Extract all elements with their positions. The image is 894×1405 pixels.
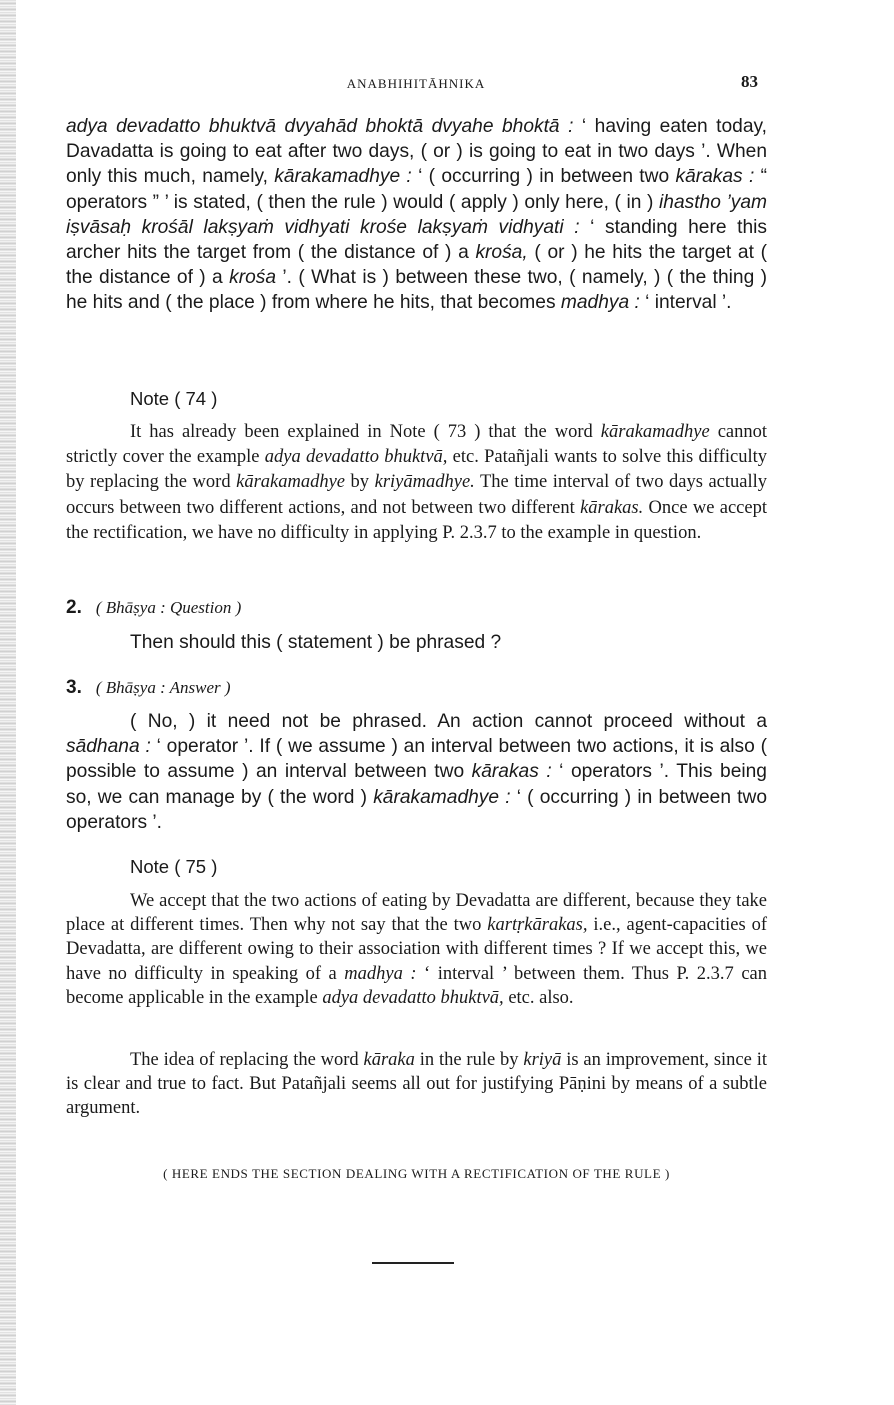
section-3-paragraph: ( No, ) it need not be phrased. An action cannot proceed without a sādhana : ‘ operator ’. If ( we assume ) an interval between two actions, it is also ( possible to assume ) an interval between two kārakas : ‘ operators ’. This being so, we can manage by ( the word ) kārakamadhye : ‘ ( occurring ) in between two operators ’. xyxy=(66,711,768,833)
section-3-heading: 3. ( Bhāṣya : Answer ) xyxy=(66,677,231,698)
end-rule-divider xyxy=(372,1262,454,1264)
section-3-number: 3. xyxy=(66,677,82,698)
section-closing-line: ( HERE ENDS THE SECTION DEALING WITH A RECTIFICATION OF THE RULE ) xyxy=(163,1166,670,1181)
section-2-heading: 2. ( Bhāṣya : Question ) xyxy=(66,597,242,618)
page-header xyxy=(66,72,766,96)
section-2-number: 2. xyxy=(66,597,82,618)
note-74-paragraph: It has already been explained in Note ( 73 ) that the word kārakamadhye cannot strictly cover the example adya devadatto bhuktvā, etc. Patañjali wants to solve this difficulty by replacing the word kārakamadhye by kriyāmadhye. The time interval of two days actually occurs between two different actions, and not between two different kārakas. Once we accept the rectification, we have no difficulty in applying P. 2.3.7 to the example in question. xyxy=(66,422,768,543)
page-number: 83 xyxy=(741,72,758,91)
running-title: ANABHIHITĀHNIKA xyxy=(346,76,486,91)
note-75-paragraph-2: The idea of replacing the word kāraka in the rule by kriyā is an improvement, since it is clear and true to fact. But Patañjali seems all out for justifying Pāṇini by means of a subtle argument. xyxy=(66,1050,767,1119)
note-74-label: Note ( 74 ) xyxy=(130,388,218,409)
note-75-label: Note ( 75 ) xyxy=(130,856,218,877)
bhasya-translation-paragraph: adya devadatto bhuktvā dvyahād bhoktā dvyahe bhoktā : ‘ having eaten today, Davadatta is going to eat after two days, ( or ) is going to eat in two days ’. When only this much, namely, kārakamadhye : ‘ ( occurring ) in between two kārakas : “ operators ” ’ is stated, ( then the rule ) would ( apply ) only here, ( in ) ihastho ’yam iṣvāsaḥ krośāl lakṣyaṁ vidhyati krośe lakṣyaṁ vidhyati : ‘ standing here this archer hits the target from ( the distance of ) a krośa, ( or ) he hits the target at ( the distance of ) a krośa ’. ( What is ) between these two, ( namely, ) ( the thing ) he hits and ( the place ) from where he hits, that becomes madhya : ‘ interval ’. xyxy=(66,116,768,314)
section-2-text: Then should this ( statement ) be phrased ? xyxy=(130,632,502,653)
note-75-paragraph-1: We accept that the two actions of eating by Devadatta are different, because they take place at different times. Then why not say that the two kartṛkārakas, i.e., agent-capacities of Devadatta, are different owing to their association with different times ? If we accept this, we have no difficulty in speaking of a madhya : ‘ interval ’ between them. Thus P. 2.3.7 can become applicable in the example adya devadatto bhuktvā, etc. also. xyxy=(66,891,767,1008)
scan-edge-shadow xyxy=(0,0,16,1405)
